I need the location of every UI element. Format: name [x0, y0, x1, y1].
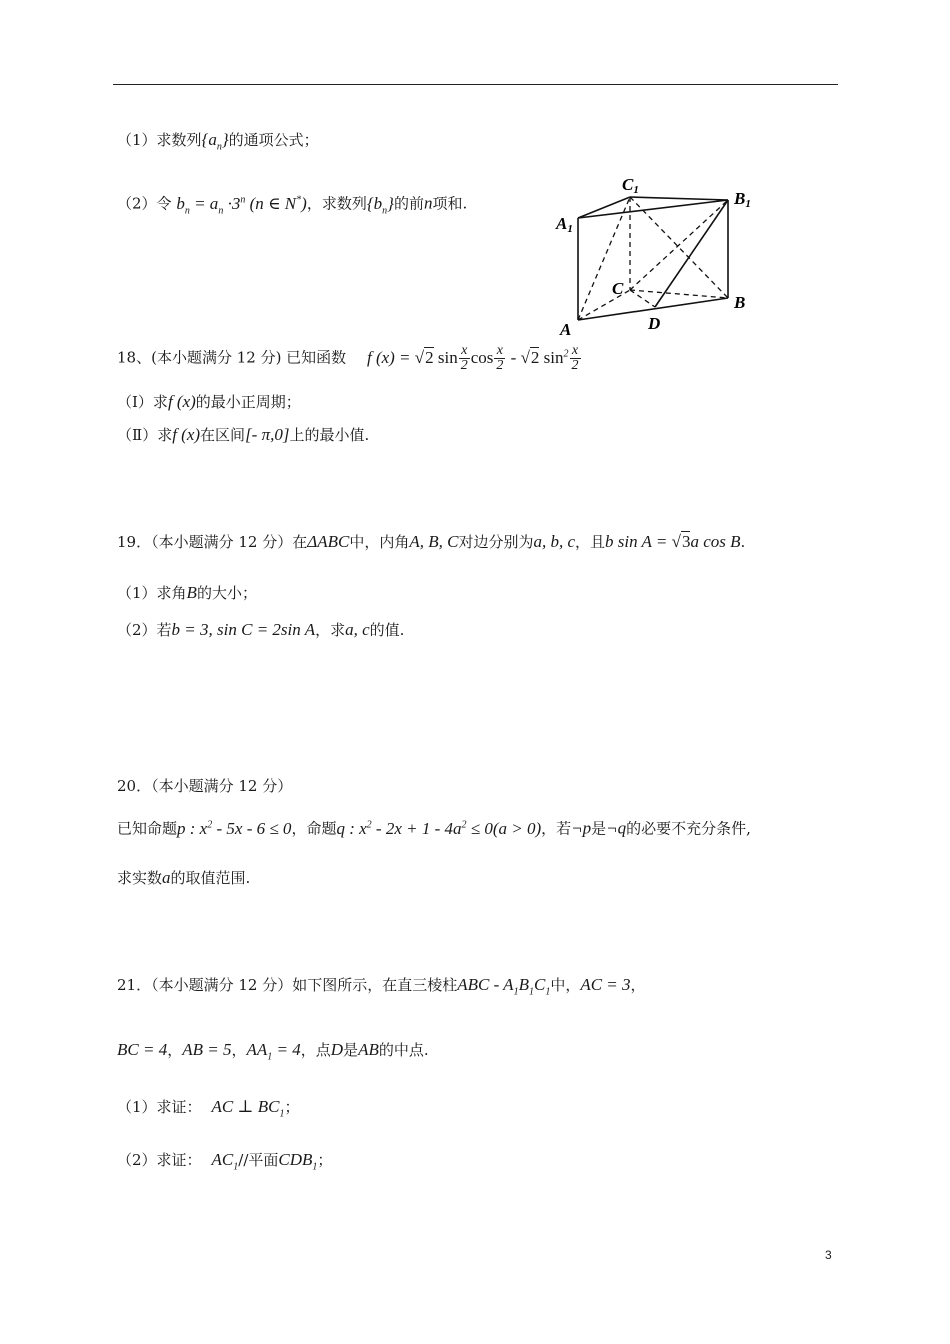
q20-line1: 已知命题p : $x^2 - 5x - 6 \le 0$，命题q : $x^2 - 2x + 1 - 4a^2 \le 0(a > 0)$，若¬p是¬q的必要不充分条件,	[117, 818, 751, 838]
q18-part1: （Ⅰ）求f (x)的最小正周期；	[117, 392, 301, 411]
q21-header: 21．（本小题满分 12 分）如下图所示，在直三棱柱ABC - $A_1B_1C_1$中，AC = 3，	[117, 975, 646, 998]
diag-CD	[630, 290, 655, 307]
label-B: B	[734, 293, 746, 312]
label-C1: C1	[622, 175, 639, 196]
diag-C1B	[630, 197, 728, 298]
q20-line2: 求实数a的取值范围.	[117, 868, 251, 887]
q19-part1: （1）求角B的大小；	[117, 583, 257, 602]
label-B1: B1	[734, 189, 751, 210]
diag-CB1	[630, 200, 728, 290]
q20-header: 20．（本小题满分 12 分）	[117, 777, 293, 795]
header-rule	[113, 84, 838, 85]
q17-part2: （2）令 $b_n = a_n \cdot 3^n$ (n ∈ N*)，求数列$\{b_n\}$的前n项和.	[117, 193, 468, 217]
edge-CB	[630, 290, 728, 298]
label-D: D	[648, 314, 661, 333]
label-C: C	[612, 279, 624, 298]
q21-part2: （2）求证： $AC_1//$平面$CDB_1$；	[117, 1150, 333, 1173]
diag-DB1	[655, 200, 728, 307]
edge-C1B1	[630, 197, 728, 200]
q19-header: 19．（本小题满分 12 分）在ΔABC中，内角A, B, C对边分别为a, b, c，且b sin A = √3a cos B.	[117, 532, 746, 551]
label-A1: A1	[556, 214, 573, 235]
q19-part2: （2）若b = 3, sin C = 2sin A，求a, c的值.	[117, 620, 405, 639]
label-A: A	[560, 320, 572, 339]
q18-part2: （Ⅱ）求f (x)在区间[- π,0]上的最小值.	[117, 425, 370, 444]
q21-part1: （1）求证： AC ⊥ $BC_1$；	[117, 1097, 300, 1120]
prism-figure	[552, 170, 762, 340]
q18-header: 18、(本小题满分 12 分) 已知函数 f (x) = √2 sin $\frac{x}{2}$ cos $\frac{x}{2}$ - √2 $\sin^2$ $\frac{x}{2}$	[117, 343, 579, 374]
q21-line2: BC = 4，AB = 5，$AA_1 = 4$，点D是AB的中点.	[117, 1040, 429, 1063]
page-number: 3	[825, 1248, 832, 1262]
q17-part1: （1）求数列$\{a_n\}$的通项公式；	[117, 130, 319, 153]
